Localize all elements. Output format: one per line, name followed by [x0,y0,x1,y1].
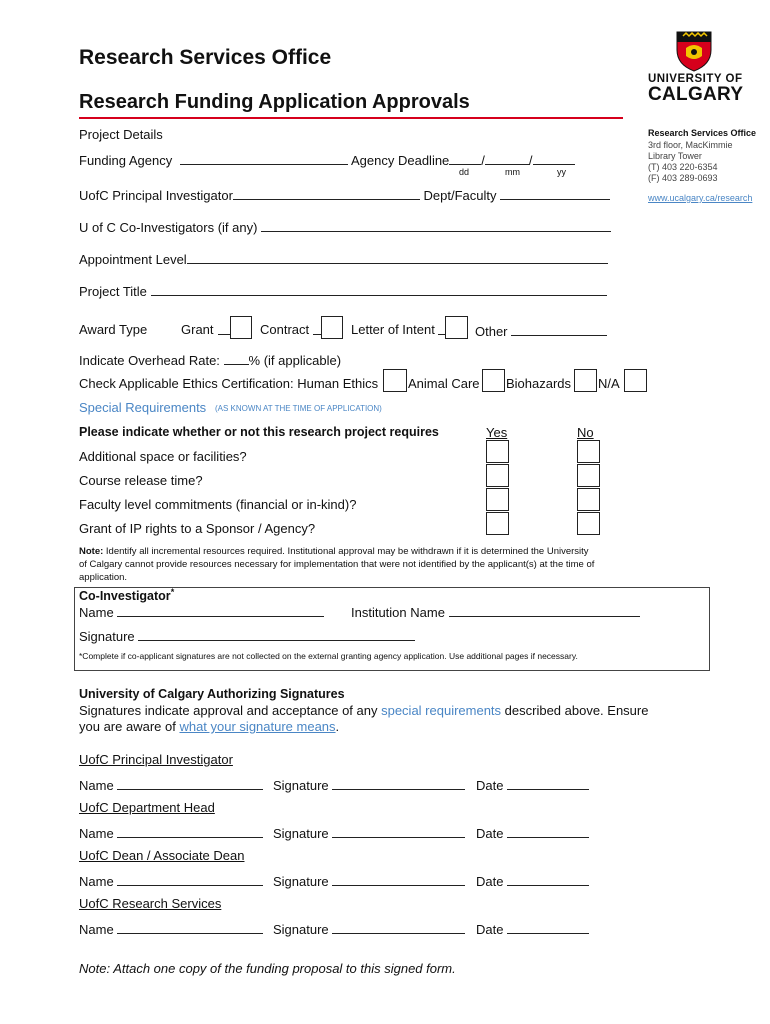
date-mm-label: mm [505,167,520,177]
funding-agency-field[interactable] [180,151,348,165]
authorizing-text-line-2 [79,719,339,734]
dean-date-field[interactable] [507,872,589,886]
agency-deadline-label: Agency Deadline [351,153,450,168]
dean-signature-row [273,872,465,889]
dean-signature-label: Signature [273,874,329,889]
rs-date-label: Date [476,922,504,937]
pi-date-field[interactable] [507,776,589,790]
pi-signature-row [273,776,465,793]
pi-signature-label: Signature [273,778,329,793]
requirement-course-release: Course release time? [79,473,203,488]
faculty-commitments-no-checkbox[interactable] [577,488,600,511]
letter-of-intent-checkbox[interactable] [445,316,468,339]
dean-signature-field[interactable] [332,872,465,886]
appointment-level-row [79,250,608,267]
note-text-line-3: application. [79,572,128,583]
space-no-checkbox[interactable] [577,440,600,463]
pi-date-row [476,776,589,793]
rs-name-field[interactable] [117,920,263,934]
deadline-dd-field[interactable] [449,151,481,165]
dept-head-date-label: Date [476,826,504,841]
dept-faculty-label: Dept/Faculty [423,188,497,203]
dept-head-signature-field[interactable] [332,824,465,838]
funding-agency-label: Funding Agency [79,153,173,168]
ip-rights-yes-checkbox[interactable] [486,512,509,535]
special-requirements-link[interactable]: special requirements [381,703,502,718]
dept-head-signature-row [273,824,465,841]
deadline-yy-field[interactable] [533,151,575,165]
office-title: Research Services Office [79,46,332,69]
dept-head-signature-label: Signature [273,826,329,841]
pi-label: UofC Principal Investigator [79,188,233,203]
biohazards-checkbox[interactable] [574,369,597,392]
overhead-rate-field[interactable] [224,351,249,365]
dept-head-name-field[interactable] [117,824,263,838]
dept-head-date-field[interactable] [507,824,589,838]
appointment-level-label: Appointment Level [79,252,187,267]
role-dean: UofC Dean / Associate Dean [79,848,245,863]
other-field[interactable] [511,322,607,336]
date-yy-label: yy [557,167,566,177]
course-release-yes-checkbox[interactable] [486,464,509,487]
co-investigators-field[interactable] [261,218,611,232]
institution-name-field[interactable] [449,603,640,617]
pi-name-field[interactable] [117,776,263,790]
research-link[interactable]: www.ucalgary.ca/research [648,193,753,203]
pi-row [79,186,610,203]
no-column-header: No [577,425,594,440]
deadline-mm-field[interactable] [485,151,529,165]
pi-date-label: Date [476,778,504,793]
institution-name-label: Institution Name [351,605,445,620]
contact-fax: (F) 403 289-0693 [648,173,718,183]
pi-name-label: Name [79,778,114,793]
project-title-row [79,282,607,299]
contact-phone: (T) 403 220-6354 [648,162,718,172]
authorizing-text-2: described above. Ensure [501,703,649,718]
award-other-row [475,322,607,339]
co-investigator-title: Co-Investigator [79,589,171,604]
rs-date-row [476,920,589,937]
co-investigators-row [79,218,611,235]
co-investigator-signature-label: Signature [79,629,135,644]
overhead-row [79,351,341,368]
dept-head-date-row [476,824,589,841]
note-label: Note: [79,546,104,557]
contract-checkbox[interactable] [321,316,343,339]
authorizing-text-4: . [335,719,340,734]
requirement-ip-rights: Grant of IP rights to a Sponsor / Agency? [79,521,316,536]
ip-rights-no-checkbox[interactable] [577,512,600,535]
animal-care-checkbox[interactable] [482,369,505,392]
pi-signature-field[interactable] [332,776,465,790]
page-title: Research Funding Application Approvals [79,91,470,113]
na-checkbox[interactable] [624,369,647,392]
requirement-faculty-commitments: Faculty level commitments (financial or in-kind)? [79,497,357,512]
grant-label: Grant [181,322,214,337]
note-text-line-2: of Calgary cannot provide resources necessary for implementation that were not identified by the applicant(s) at the time of [79,559,595,570]
special-requirements-heading: Special Requirements [79,400,207,415]
deadline-row [351,151,575,168]
logo-line-1: UNIVERSITY OF [648,73,743,85]
footer-note: Note: Attach one copy of the funding proposal to this signed form. [79,961,456,976]
funding-agency-row [79,151,348,168]
rs-signature-row [273,920,465,937]
dean-date-label: Date [476,874,504,889]
contact-name: Research Services Office [648,128,757,138]
rs-name-label: Name [79,922,114,937]
co-investigator-heading [79,587,174,603]
project-details-heading: Project Details [79,127,163,142]
co-investigator-signature-field[interactable] [138,627,415,641]
co-investigator-signature-row [79,627,415,644]
dean-name-field[interactable] [117,872,263,886]
rs-date-field[interactable] [507,920,589,934]
deadline-slash-1: / [481,153,485,168]
requirement-space: Additional space or facilities? [79,449,247,464]
overhead-label: Indicate Overhead Rate: [79,353,220,368]
special-requirements-question: Please indicate whether or not this research project requires [79,425,439,439]
dept-head-name-label: Name [79,826,114,841]
yes-column-header: Yes [486,425,508,440]
co-investigator-footnote: *Complete if co-applicant signatures are not collected on the external granting agency application. Use additional pages if necessary. [79,651,578,661]
dean-name-label: Name [79,874,114,889]
project-title-label: Project Title [79,284,147,299]
overhead-suffix: % (if applicable) [248,353,342,368]
space-yes-checkbox[interactable] [486,440,509,463]
co-investigators-label: U of C Co-Investigators (if any) [79,220,258,235]
logo-line-2: CALGARY [648,84,744,105]
authorizing-heading: University of Calgary Authorizing Signatures [79,687,345,701]
other-label: Other [475,324,508,339]
signature-meaning-link[interactable]: what your signature means [179,719,336,734]
rs-name-row [79,920,263,937]
crest-icon [675,28,713,72]
co-investigator-name-label: Name [79,605,114,620]
institution-row [351,603,640,620]
na-label: N/A [598,376,620,391]
authorizing-text-1: Signatures indicate approval and acceptance of any [79,703,382,718]
rs-signature-label: Signature [273,922,329,937]
role-research-services: UofC Research Services [79,896,222,911]
award-type-label: Award Type [79,322,148,337]
course-release-no-checkbox[interactable] [577,464,600,487]
incremental-resources-note [79,545,594,584]
pi-name-row [79,776,263,793]
co-investigator-asterisk: * [170,587,175,597]
role-department-head: UofC Department Head [79,800,215,815]
project-title-field[interactable] [151,282,607,296]
appointment-level-field[interactable] [187,250,608,264]
animal-care-label: Animal Care [408,376,480,391]
title-rule [79,117,623,119]
authorizing-text-line-1 [79,703,648,718]
special-requirements-note: (AS KNOWN AT THE TIME OF APPLICATION) [215,404,382,413]
dept-faculty-field[interactable] [500,186,610,200]
deadline-slash-2: / [528,153,533,168]
biohazards-label: Biohazards [506,376,572,391]
dean-name-row [79,872,263,889]
co-investigator-name-row [79,603,324,620]
date-dd-label: dd [459,167,470,177]
grant-checkbox[interactable] [230,316,252,339]
letter-of-intent-label: Letter of Intent [351,322,435,337]
dept-head-name-row [79,824,263,841]
contact-line-2: Library Tower [648,151,702,161]
pi-field[interactable] [233,186,420,200]
human-ethics-checkbox[interactable] [383,369,407,392]
contract-label: Contract [260,322,310,337]
note-text-line-1: Identify all incremental resources required. Institutional approval may be withdrawn if it is determined the University [103,546,589,557]
ethics-label: Check Applicable Ethics Certification: Human Ethics [79,376,379,391]
role-principal-investigator: UofC Principal Investigator [79,752,233,767]
authorizing-text-3: you are aware of [79,719,180,734]
co-investigator-name-field[interactable] [117,603,324,617]
rs-signature-field[interactable] [332,920,465,934]
dean-date-row [476,872,589,889]
contact-line-1: 3rd floor, MacKimmie [648,140,733,150]
faculty-commitments-yes-checkbox[interactable] [486,488,509,511]
